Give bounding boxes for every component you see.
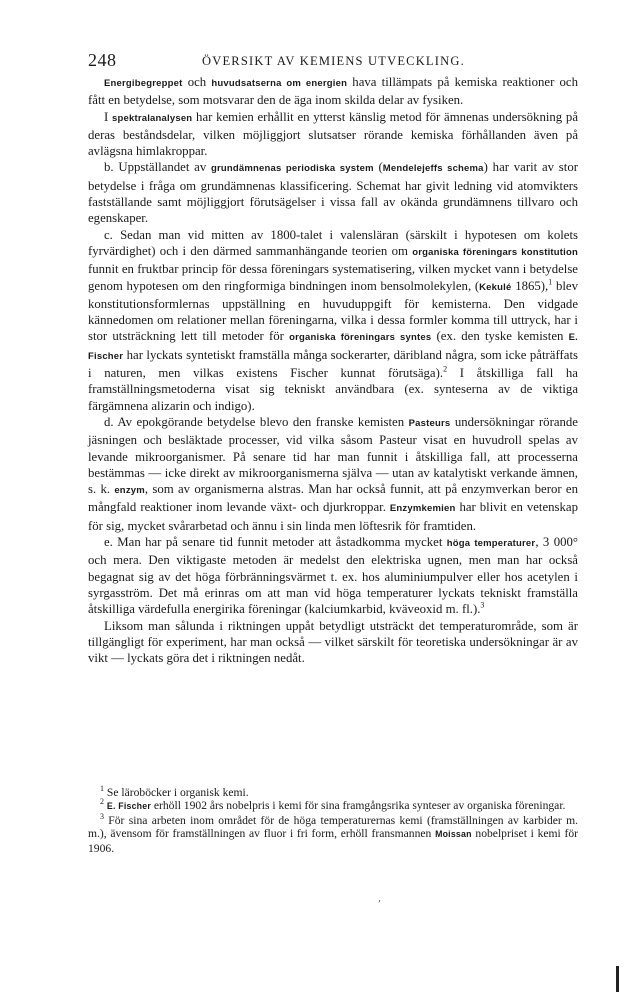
running-title: ÖVERSIKT AV KEMIENS UTVECKLING. — [202, 54, 465, 68]
text-run: funnit en fruktbar princip för dessa föreningars systematisering, vilken mycket vann i betydelse genom hypotesen om den ringformiga bindningen inom bensolmolekylen, ( — [88, 262, 578, 293]
spaced-term: Moissan — [435, 829, 472, 840]
text-run: har kemien erhållit en ytterst känslig metod för ämnenas undersökning på deras beståndsdelar, vilken möjliggjort slutsatser rörande kemiska förhållanden även på avlägsna himlakroppar. — [88, 109, 579, 159]
footnote-ref: 3 — [480, 600, 485, 610]
text-run: undersökningar rörande jäsningen och besläktade processer, vid vilka såsom Pasteur visat en huvudroll spelas av levande mikroorganismer. På senare tid har man funnit i åtskilliga fall, att processerna bestämmas — icke direkt av mikroorganismerna själva — utan av katalytiskt verkande ämnen, s. k. — [88, 414, 578, 497]
text-run: blev konstitutionsformlernas uppställning en huvuduppgift för kemisterna. Den vidgade kännedomen om relationer mellan föreningarna, vilka i dessa formler komma till uttryck, har i stor utsträckning lett till metoder för — [88, 278, 578, 344]
footnote-3 — [88, 811, 578, 855]
footnote-1 — [88, 786, 578, 799]
text-run: c. Sedan man vid mitten av 1800-talet i valensläran (särskilt i hypotesen om kolets fyrvärdighet) och i den därmed sammanhängande teorien om — [88, 227, 578, 258]
paragraph-periodic-system — [88, 159, 578, 226]
spaced-term: spektralanalysen — [112, 112, 193, 124]
main-text — [88, 74, 578, 666]
text-run: har blivit en vetenskap för sig, mycket svårarbetad och ännu i sin linda men löftesrik för framtiden. — [88, 500, 579, 533]
text-run: För sina arbeten inom området för de höga temperaturernas kemi (framställningen av karbider m. m.), ävensom för framställningen av fluor i fri form, erhöll fransmannen — [88, 813, 578, 841]
spaced-term: höga temperaturer — [446, 538, 536, 550]
paragraph-high-temperatures — [88, 534, 578, 617]
footnote-ref: 2 — [443, 364, 448, 374]
spaced-term: Mendelejeffs schema — [382, 163, 484, 175]
paragraph-energy — [88, 74, 578, 109]
page-number: 248 — [88, 50, 117, 70]
text-run: ) har varit av stor betydelse i fråga om grundämnenas klassificering. Schemat har givit ledning vid atomvikters fastställande samt möjliggjort förutsägelser i vissa fall av okända grundämnens tillvaro och egenskaper. — [88, 160, 578, 226]
text-run: (ex. den tyske kemisten — [431, 329, 569, 344]
spaced-term: Kekulé — [479, 281, 512, 293]
text-run: Liksom man sålunda i riktningen uppåt betydligt utsträckt det temperaturområde, som är tillgängligt för experiment, har man också — vilket särskilt för teoretiska undersökningar är av vikt — lyckats göra det i riktningen nedåt. — [88, 618, 578, 666]
text-run: och — [182, 75, 212, 89]
page-header — [88, 40, 578, 70]
text-run: b. Uppställandet av — [104, 160, 211, 175]
footnote-ref: 1 — [548, 277, 553, 287]
spaced-term: Energibegreppet — [104, 78, 183, 89]
footnotes — [88, 786, 578, 855]
footnote-ref: 3 — [100, 811, 104, 821]
ink-mark: , — [378, 893, 382, 904]
spaced-term: organiska föreningars konstitution — [412, 246, 578, 258]
text-run: Se läroböcker i organisk kemi. — [104, 786, 249, 799]
text-run: I åtskilliga fall ha framställningsmetoderna visat sig tekniskt användbara (ex. synteserna av de viktiga färgämnena alizarin och indigo). — [88, 366, 578, 413]
text-run: erhöll 1902 års nobelpris i kemi för sina framgångsrika synteser av organiska föreningar. — [150, 799, 566, 813]
paragraph-spectral-analysis — [88, 109, 578, 160]
text-run: d. Av epokgörande betydelse blevo den franske kemisten — [104, 414, 409, 429]
footnote-2 — [88, 799, 578, 813]
spaced-term: huvudsatserna om energien — [211, 78, 348, 89]
spaced-term: Pasteurs — [408, 417, 451, 429]
spaced-term: grundämnenas periodiska system — [211, 163, 374, 175]
footnote-ref: 2 — [100, 797, 104, 807]
book-page — [88, 40, 579, 855]
text-run: , som av organismerna alstras. Man har också funnit, att på enzymverkan beror en mångfald reaktioner inom levande växt- och djurkroppar. — [88, 482, 578, 515]
page-edge-mark — [616, 966, 619, 992]
paragraph-low-temperatures — [88, 618, 578, 667]
text-run: hava tillämpats på kemiska reaktioner och fått en betydelse, som motsvarar den de äga inom skilda delar av fysiken. — [88, 75, 579, 108]
spaced-term: E. Fischer — [88, 332, 578, 362]
text-run: 1865), — [511, 278, 549, 293]
paragraph-valence-theory — [88, 227, 578, 414]
paragraph-pasteur — [88, 414, 578, 534]
text-run: nobelpriset i kemi för 1906. — [88, 827, 578, 855]
spaced-term: E. Fischer — [106, 801, 151, 812]
spaced-term: enzym — [114, 485, 145, 497]
text-run: ( — [373, 160, 383, 175]
footnote-ref: 1 — [100, 784, 104, 794]
spaced-term: organiska föreningars syntes — [289, 332, 432, 344]
text-run: har lyckats syntetiskt framställa många sockerarter, däribland några, som icke påträffats i naturen, men vilkas existens Fischer kunnat förutsäga). — [88, 347, 578, 381]
spaced-term: Enzymkemien — [389, 503, 456, 515]
text-run: I — [104, 109, 112, 124]
text-run: e. Man har på senare tid funnit metoder att åstadkomma mycket — [104, 535, 447, 550]
text-run: , 3 000° och mera. Den viktigaste metoden är medelst den elektriska ugnen, men man har också begagnat sig av det höga förbränningsvärmet t. ex. hos aluminiumpulver eller hos acetylen i syrgasström. Det må erinras om att man vid höga temperaturer lyckats tekniskt framställa åtskilliga värdefulla energirika föreningar (kalciumkarbid, kväveoxid m. fl.). — [88, 535, 579, 617]
